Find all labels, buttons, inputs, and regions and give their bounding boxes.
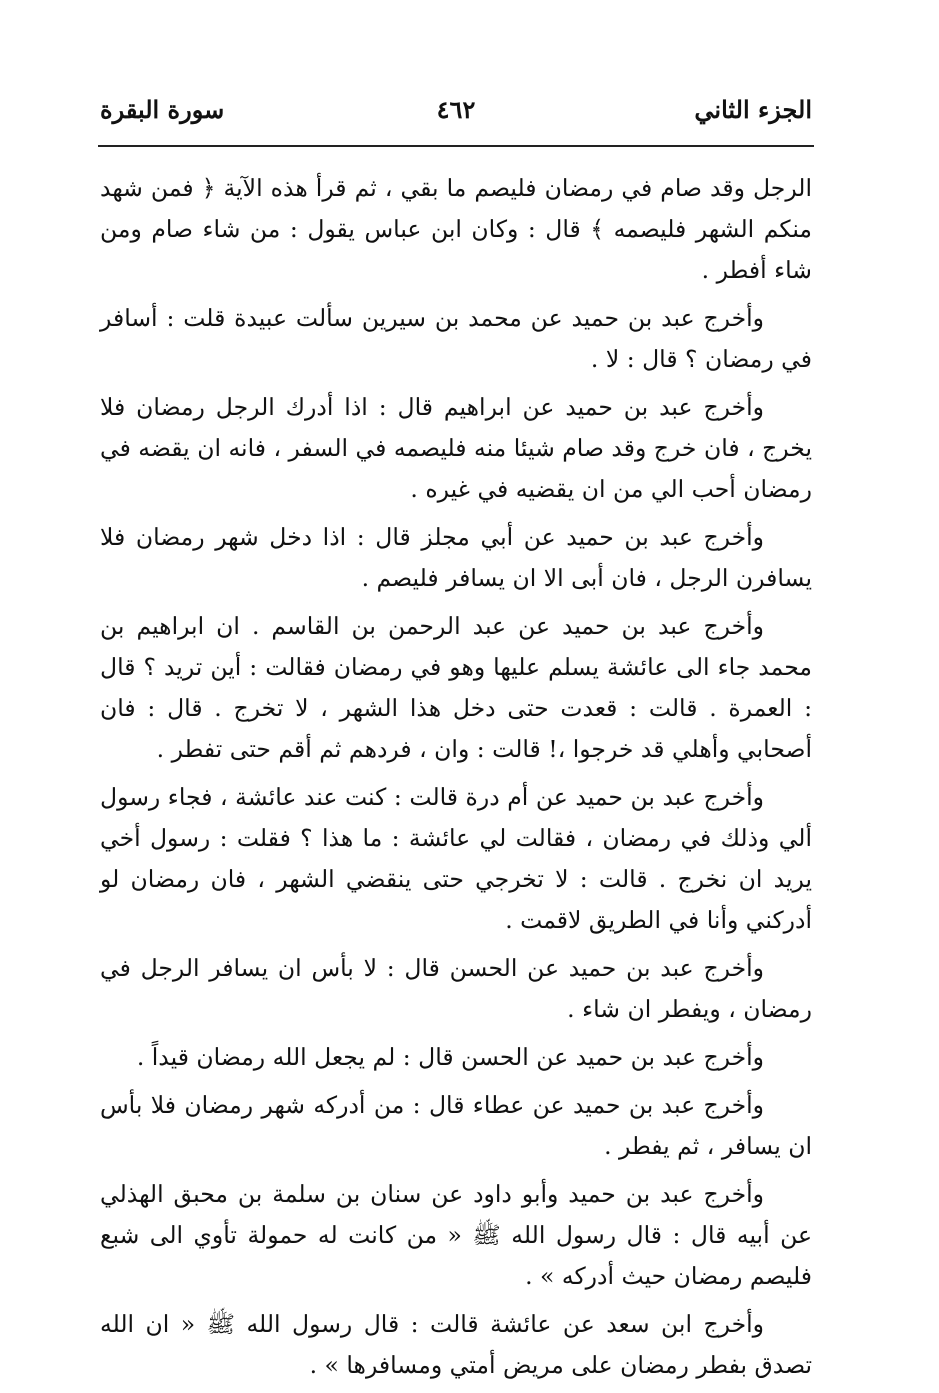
paragraph: وأخرج عبد بن حميد عن الحسن قال : لا بأس ان يسافر الرجل في رمضان ، ويفطر ان شاء . (100, 954, 812, 1023)
paragraph: وأخرج عبد بن حميد عن الحسن قال : لم يجعل الله رمضان قيداً . (136, 1043, 764, 1071)
page-header (100, 90, 812, 134)
paragraph: وأخرج عبد بن حميد عن محمد بن سيرين سألت عبيدة قلت : أسافر في رمضان ؟ قال : لا . (100, 304, 812, 373)
paragraph: وأخرج ابن سعد عن عائشة قالت : قال رسول الله ﷺ « ان الله تصدق بفطر رمضان على مريض أمتي ومسافرها » . (100, 1310, 812, 1379)
page-number: ٤٦٢ (436, 95, 476, 124)
paragraph: وأخرج عبد بن حميد وأبو داود عن سنان بن سلمة بن محبق الهذلي عن أبيه قال : قال رسول الله ﷺ « من كانت له حمولة تأوي الى شبع فليصم رمضان حيث أدركه » . (100, 1180, 812, 1290)
part-title: الجزء الثاني (694, 95, 812, 124)
paragraph: وأخرج عبد بن حميد عن عبد الرحمن بن القاسم . ان ابراهيم بن محمد جاء الى عائشة يسلم عليها وهو في رمضان فقالت : أين تريد ؟ قال : العمرة . قالت : قعدت حتى دخل هذا الشهر ، لا تخرج . قال : فان أصحابي وأهلي قد خرجوا ،! قالت : وان ، فردهم ثم أقم حتى تفطر . (100, 612, 812, 763)
header-divider (98, 145, 814, 147)
page-body (100, 168, 812, 1393)
paragraph: وأخرج عبد بن حميد عن ابراهيم قال : اذا أدرك الرجل رمضان فلا يخرج ، فان خرج وقد صام شيئا منه فليصمه في السفر ، فانه ان يقضه في رمضان أحب الي من ان يقضيه في غيره . (100, 393, 812, 503)
paragraph: وأخرج عبد بن حميد عن أبي مجلز قال : اذا دخل شهر رمضان فلا يسافرن الرجل ، فان أبى الا ان يسافر فليصم . (100, 523, 812, 592)
surah-title: سورة البقرة (100, 95, 225, 124)
paragraph: الرجل وقد صام في رمضان فليصم ما بقي ، ثم قرأ هذه الآية ﴿ فمن شهد منكم الشهر فليصمه ﴾ قال : وكان ابن عباس يقول : من شاء صام ومن شاء أفطر . (100, 174, 812, 284)
paragraph: وأخرج عبد بن حميد عن عطاء قال : من أدركه شهر رمضان فلا بأس ان يسافر ، ثم يفطر . (100, 1091, 812, 1160)
paragraph: وأخرج عبد بن حميد عن أم درة قالت : كنت عند عائشة ، فجاء رسول ألي وذلك في رمضان ، فقالت لي عائشة : ما هذا ؟ فقلت : رسول أخي يريد ان نخرج . قالت : لا تخرجي حتى ينقضي الشهر ، فان رمضان لو أدركني وأنا في الطريق لاقمت . (100, 783, 812, 934)
